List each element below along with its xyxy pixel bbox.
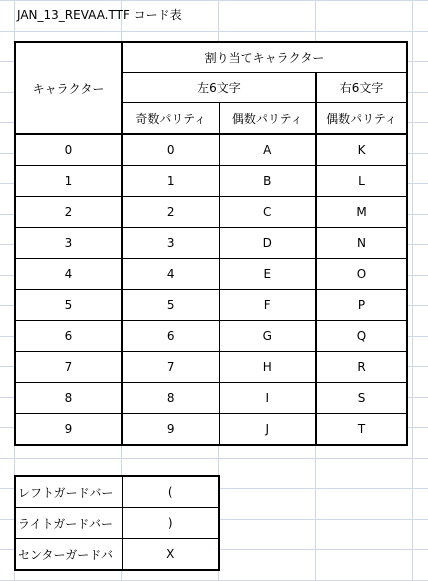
header-odd-parity[interactable]: 奇数パリティ (122, 103, 219, 135)
cell-odd-parity[interactable]: 3 (122, 228, 219, 259)
cell-even-parity-left[interactable]: I (219, 383, 316, 414)
header-character[interactable]: キャラクター (15, 42, 122, 134)
cell-even-parity-left[interactable]: B (219, 166, 316, 197)
cell-even-parity-left[interactable]: H (219, 352, 316, 383)
cell-odd-parity[interactable]: 4 (122, 259, 219, 290)
table-row (15, 476, 219, 508)
sheet-title[interactable]: JAN_13_REVAA.TTF コード表 (17, 8, 182, 22)
cell-character[interactable]: 1 (15, 166, 122, 197)
code-table (14, 41, 408, 446)
cell-character[interactable]: 7 (15, 352, 122, 383)
cell-odd-parity[interactable]: 8 (122, 383, 219, 414)
header-even-parity-right[interactable]: 偶数パリティ (316, 103, 407, 135)
cell-even-parity-left[interactable]: F (219, 290, 316, 321)
table-row (15, 539, 219, 571)
cell-character[interactable]: 8 (15, 383, 122, 414)
guard-bar-table (14, 475, 220, 571)
cell-odd-parity[interactable]: 7 (122, 352, 219, 383)
cell-even-parity-left[interactable]: D (219, 228, 316, 259)
cell-odd-parity[interactable]: 9 (122, 414, 219, 446)
cell-even-parity-right[interactable]: M (316, 197, 407, 228)
table-row (15, 508, 219, 539)
cell-even-parity-left[interactable]: E (219, 259, 316, 290)
cell-even-parity-right[interactable]: T (316, 414, 407, 446)
cell-character[interactable]: 3 (15, 228, 122, 259)
header-right6[interactable]: 右6文字 (316, 73, 407, 103)
cell-character[interactable]: 0 (15, 134, 122, 166)
cell-character[interactable]: 5 (15, 290, 122, 321)
cell-even-parity-right[interactable]: R (316, 352, 407, 383)
cell-even-parity-right[interactable]: S (316, 383, 407, 414)
cell-even-parity-left[interactable]: J (219, 414, 316, 446)
guard-value[interactable]: X (122, 539, 219, 571)
table-row (15, 228, 407, 259)
cell-even-parity-right[interactable]: K (316, 134, 407, 166)
cell-even-parity-left[interactable]: A (219, 134, 316, 166)
guard-value[interactable]: ( (122, 476, 219, 508)
table-row (15, 383, 407, 414)
table-row (15, 134, 407, 166)
table-row (15, 290, 407, 321)
guard-label[interactable]: ライトガードバー (15, 508, 122, 539)
cell-even-parity-left[interactable]: G (219, 321, 316, 352)
cell-even-parity-right[interactable]: P (316, 290, 407, 321)
cell-even-parity-right[interactable]: L (316, 166, 407, 197)
header-left6[interactable]: 左6文字 (122, 73, 316, 103)
cell-odd-parity[interactable]: 2 (122, 197, 219, 228)
cell-character[interactable]: 4 (15, 259, 122, 290)
table-row (15, 166, 407, 197)
cell-odd-parity[interactable]: 6 (122, 321, 219, 352)
cell-odd-parity[interactable]: 1 (122, 166, 219, 197)
table-row (15, 259, 407, 290)
cell-even-parity-left[interactable]: C (219, 197, 316, 228)
guard-label[interactable]: レフトガードバー (15, 476, 122, 508)
table-row (15, 414, 407, 446)
header-even-parity-left[interactable]: 偶数パリティ (219, 103, 316, 135)
guard-value[interactable]: ) (122, 508, 219, 539)
cell-character[interactable]: 6 (15, 321, 122, 352)
cell-character[interactable]: 9 (15, 414, 122, 446)
cell-even-parity-right[interactable]: Q (316, 321, 407, 352)
table-row (15, 352, 407, 383)
guard-label[interactable]: センターガードバ (15, 539, 122, 571)
table-row (15, 321, 407, 352)
cell-character[interactable]: 2 (15, 197, 122, 228)
header-assigned-character[interactable]: 割り当てキャラクター (122, 42, 407, 73)
cell-odd-parity[interactable]: 0 (122, 134, 219, 166)
table-row (15, 197, 407, 228)
cell-even-parity-right[interactable]: N (316, 228, 407, 259)
cell-even-parity-right[interactable]: O (316, 259, 407, 290)
cell-odd-parity[interactable]: 5 (122, 290, 219, 321)
